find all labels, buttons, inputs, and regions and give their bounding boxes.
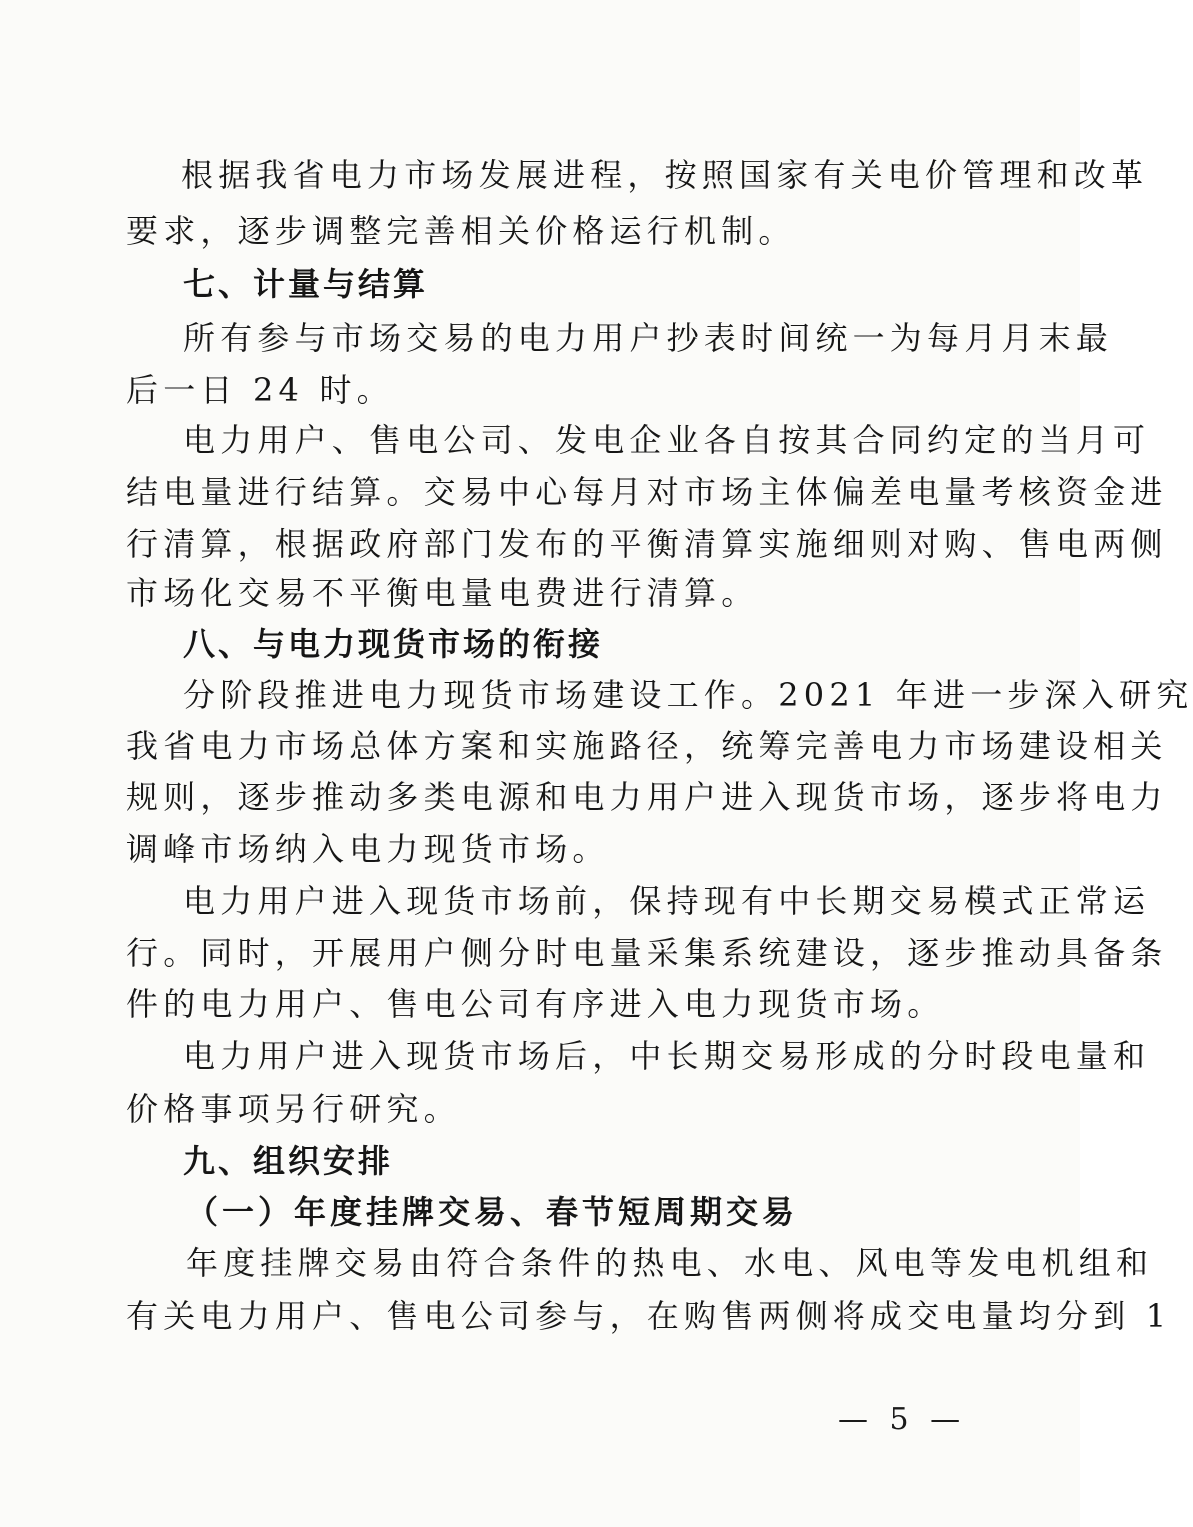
paragraph-line: 调峰市场纳入电力现货市场。 bbox=[126, 830, 610, 868]
paragraph-line: 结电量进行结算。交易中心每月对市场主体偏差电量考核资金进 bbox=[126, 473, 1168, 511]
section-heading-8: 八、与电力现货市场的衔接 bbox=[183, 625, 604, 663]
page-number: — 5 — bbox=[838, 1402, 967, 1437]
paragraph-line: 市场化交易不平衡电量电费进行清算。 bbox=[126, 574, 759, 612]
paragraph-line: 根据我省电力市场发展进程，按照国家有关电价管理和改革 bbox=[181, 156, 1149, 194]
paragraph-line: 件的电力用户、售电公司有序进入电力现货市场。 bbox=[126, 985, 945, 1023]
paragraph-line: 我省电力市场总体方案和实施路径，统筹完善电力市场建设相关 bbox=[126, 727, 1168, 765]
section-heading-9: 九、组织安排 bbox=[183, 1142, 394, 1180]
paragraph-line: 后一日 24 时。 bbox=[126, 371, 394, 409]
paragraph-line: 行清算，根据政府部门发布的平衡清算实施细则对购、售电两侧 bbox=[126, 525, 1168, 563]
paragraph-line: 规则，逐步推动多类电源和电力用户进入现货市场，逐步将电力 bbox=[126, 778, 1168, 816]
paragraph-line: 价格事项另行研究。 bbox=[126, 1090, 461, 1128]
paragraph-line: 分阶段推进电力现货市场建设工作。2021 年进一步深入研究 bbox=[183, 676, 1193, 714]
section-heading-7: 七、计量与结算 bbox=[183, 265, 429, 303]
subsection-heading: （一）年度挂牌交易、春节短周期交易 bbox=[186, 1193, 799, 1231]
paragraph-line: 要求，逐步调整完善相关价格运行机制。 bbox=[126, 212, 796, 250]
paragraph-line: 电力用户、售电公司、发电企业各自按其合同约定的当月可 bbox=[183, 421, 1151, 459]
paragraph-line: 所有参与市场交易的电力用户抄表时间统一为每月月末最 bbox=[183, 319, 1114, 357]
paragraph-line: 有关电力用户、售电公司参与，在购售两侧将成交电量均分到 1 bbox=[126, 1297, 1172, 1335]
paragraph-line: 行。同时，开展用户侧分时电量采集系统建设，逐步推动具备条 bbox=[126, 934, 1168, 972]
paragraph-line: 年度挂牌交易由符合条件的热电、水电、风电等发电机组和 bbox=[186, 1244, 1154, 1282]
paragraph-line: 电力用户进入现货市场前，保持现有中长期交易模式正常运 bbox=[183, 882, 1151, 920]
paragraph-line: 电力用户进入现货市场后，中长期交易形成的分时段电量和 bbox=[183, 1037, 1151, 1075]
